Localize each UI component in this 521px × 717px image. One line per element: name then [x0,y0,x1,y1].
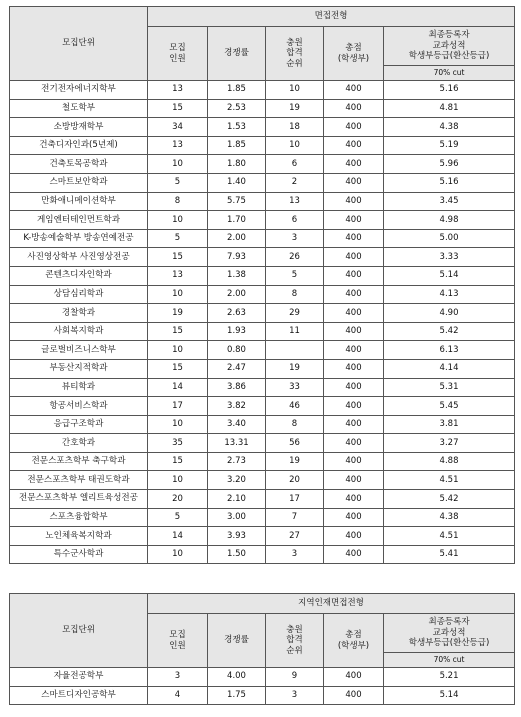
unit-cell: 간호학과 [10,434,148,453]
rank-cell: 19 [266,99,324,118]
header-rank: 충원 합격 순위 [266,614,324,668]
table-row [10,81,515,100]
total-cell: 400 [324,527,384,546]
admission-table-regional [9,593,515,705]
unit-cell: 글로벌비즈니스학부 [10,341,148,360]
header-final-grade: 최종등록자 교과성적 학생부등급(환산등급) [384,614,515,653]
total-cell: 400 [324,668,384,687]
table-row [10,285,515,304]
competition-cell: 13.31 [208,434,266,453]
total-cell: 400 [324,322,384,341]
rank-cell: 5 [266,266,324,285]
recruit-cell: 35 [148,434,208,453]
unit-cell: 스마트보안학과 [10,173,148,192]
unit-cell: 게임엔터테인먼트학과 [10,211,148,230]
total-cell: 400 [324,508,384,527]
table-row [10,341,515,360]
recruit-cell: 15 [148,248,208,267]
competition-cell: 1.93 [208,322,266,341]
unit-cell: 응급구조학과 [10,415,148,434]
header-cut: 70% cut [384,66,515,81]
recruit-cell: 15 [148,452,208,471]
table-row [10,508,515,527]
unit-cell: 전문스포츠학부 태권도학과 [10,471,148,490]
competition-cell: 1.40 [208,173,266,192]
competition-cell: 1.70 [208,211,266,230]
rank-cell: 56 [266,434,324,453]
grade-cell: 4.38 [384,508,515,527]
recruit-cell: 3 [148,668,208,687]
grade-cell: 5.42 [384,490,515,509]
rank-cell: 9 [266,668,324,687]
unit-cell: 사회복지학과 [10,322,148,341]
total-cell: 400 [324,686,384,705]
table-row [10,173,515,192]
recruit-cell: 10 [148,155,208,174]
total-cell: 400 [324,452,384,471]
rank-cell: 8 [266,415,324,434]
grade-cell: 5.14 [384,266,515,285]
grade-cell: 5.16 [384,173,515,192]
unit-cell: 전문스포츠학부 엘리트육성전공 [10,490,148,509]
grade-cell: 4.98 [384,211,515,230]
recruit-cell: 13 [148,266,208,285]
rank-cell: 26 [266,248,324,267]
rank-cell: 46 [266,397,324,416]
rank-cell: 20 [266,471,324,490]
competition-cell: 3.93 [208,527,266,546]
recruit-cell: 5 [148,229,208,248]
header-unit: 모집단위 [10,594,148,668]
total-cell: 400 [324,136,384,155]
rank-cell [266,341,324,360]
grade-cell: 5.96 [384,155,515,174]
recruit-cell: 15 [148,99,208,118]
recruit-cell: 13 [148,81,208,100]
competition-cell: 0.80 [208,341,266,360]
competition-cell: 5.75 [208,192,266,211]
table-row [10,211,515,230]
total-cell: 400 [324,490,384,509]
competition-cell: 1.53 [208,118,266,137]
grade-cell: 5.16 [384,81,515,100]
table-row [10,545,515,564]
rank-cell: 8 [266,285,324,304]
recruit-cell: 20 [148,490,208,509]
table-row [10,527,515,546]
grade-cell: 5.45 [384,397,515,416]
total-cell: 400 [324,304,384,323]
rank-cell: 33 [266,378,324,397]
recruit-cell: 15 [148,322,208,341]
recruit-cell: 10 [148,471,208,490]
header-group-title: 지역인재면접전형 [148,594,515,614]
rank-cell: 29 [266,304,324,323]
table-row [10,452,515,471]
rank-cell: 18 [266,118,324,137]
competition-cell: 2.47 [208,359,266,378]
total-cell: 400 [324,192,384,211]
header-unit: 모집단위 [10,7,148,81]
table-row [10,471,515,490]
competition-cell: 1.85 [208,81,266,100]
grade-cell: 5.00 [384,229,515,248]
table-row [10,118,515,137]
table-row [10,229,515,248]
total-cell: 400 [324,397,384,416]
rank-cell: 19 [266,452,324,471]
competition-cell: 1.50 [208,545,266,564]
competition-cell: 3.40 [208,415,266,434]
rank-cell: 19 [266,359,324,378]
recruit-cell: 15 [148,359,208,378]
competition-cell: 3.86 [208,378,266,397]
table-row [10,415,515,434]
total-cell: 400 [324,248,384,267]
rank-cell: 3 [266,545,324,564]
rank-cell: 27 [266,527,324,546]
grade-cell: 4.88 [384,452,515,471]
table-body [10,668,515,705]
unit-cell: 철도학부 [10,99,148,118]
total-cell: 400 [324,285,384,304]
unit-cell: 전기전자에너지학부 [10,81,148,100]
grade-cell: 5.21 [384,668,515,687]
grade-cell: 4.51 [384,471,515,490]
unit-cell: 상담심리학과 [10,285,148,304]
unit-cell: 건축토목공학과 [10,155,148,174]
unit-cell: 건축디자인과(5년제) [10,136,148,155]
unit-cell: 경찰학과 [10,304,148,323]
table-row [10,266,515,285]
grade-cell: 5.42 [384,322,515,341]
header-competition: 경쟁률 [208,27,266,81]
rank-cell: 6 [266,155,324,174]
unit-cell: K-방송예술학부 방송연예전공 [10,229,148,248]
total-cell: 400 [324,471,384,490]
total-cell: 400 [324,378,384,397]
competition-cell: 7.93 [208,248,266,267]
recruit-cell: 13 [148,136,208,155]
total-cell: 400 [324,545,384,564]
header-rank: 충원 합격 순위 [266,27,324,81]
competition-cell: 1.80 [208,155,266,174]
grade-cell: 4.90 [384,304,515,323]
table-row [10,668,515,687]
recruit-cell: 19 [148,304,208,323]
grade-cell: 4.51 [384,527,515,546]
unit-cell: 콘텐츠디자인학과 [10,266,148,285]
total-cell: 400 [324,341,384,360]
total-cell: 400 [324,211,384,230]
competition-cell: 4.00 [208,668,266,687]
unit-cell: 스마트디자인공학부 [10,686,148,705]
table-row [10,304,515,323]
total-cell: 400 [324,155,384,174]
unit-cell: 자율전공학부 [10,668,148,687]
unit-cell: 소방방재학부 [10,118,148,137]
grade-cell: 5.31 [384,378,515,397]
header-cut: 70% cut [384,653,515,668]
recruit-cell: 34 [148,118,208,137]
unit-cell: 항공서비스학과 [10,397,148,416]
recruit-cell: 8 [148,192,208,211]
table-row [10,434,515,453]
recruit-cell: 10 [148,341,208,360]
competition-cell: 2.73 [208,452,266,471]
rank-cell: 3 [266,229,324,248]
competition-cell: 3.00 [208,508,266,527]
rank-cell: 11 [266,322,324,341]
unit-cell: 사진영상학부 사진영상전공 [10,248,148,267]
grade-cell: 3.81 [384,415,515,434]
competition-cell: 2.00 [208,229,266,248]
competition-cell: 3.82 [208,397,266,416]
recruit-cell: 5 [148,173,208,192]
competition-cell: 3.20 [208,471,266,490]
header-recruit: 모집 인원 [148,614,208,668]
unit-cell: 뷰티학과 [10,378,148,397]
header-total: 총점 (학생부) [324,614,384,668]
competition-cell: 2.10 [208,490,266,509]
unit-cell: 만화애니메이션학부 [10,192,148,211]
table-row [10,378,515,397]
total-cell: 400 [324,99,384,118]
table-row [10,322,515,341]
table-row [10,192,515,211]
header-recruit: 모집 인원 [148,27,208,81]
grade-cell: 5.19 [384,136,515,155]
header-final-grade: 최종등록자 교과성적 학생부등급(환산등급) [384,27,515,66]
competition-cell: 1.75 [208,686,266,705]
total-cell: 400 [324,118,384,137]
header-group-title: 면접전형 [148,7,515,27]
recruit-cell: 5 [148,508,208,527]
total-cell: 400 [324,415,384,434]
table-row [10,155,515,174]
recruit-cell: 10 [148,415,208,434]
unit-cell: 스포츠융합학부 [10,508,148,527]
header-competition: 경쟁률 [208,614,266,668]
grade-cell: 3.45 [384,192,515,211]
competition-cell: 2.63 [208,304,266,323]
recruit-cell: 10 [148,211,208,230]
total-cell: 400 [324,229,384,248]
grade-cell: 3.33 [384,248,515,267]
recruit-cell: 10 [148,285,208,304]
grade-cell: 4.38 [384,118,515,137]
grade-cell: 6.13 [384,341,515,360]
table-row [10,686,515,705]
total-cell: 400 [324,81,384,100]
table-row [10,99,515,118]
table-row [10,490,515,509]
rank-cell: 6 [266,211,324,230]
table-row [10,248,515,267]
rank-cell: 17 [266,490,324,509]
rank-cell: 13 [266,192,324,211]
grade-cell: 4.13 [384,285,515,304]
recruit-cell: 4 [148,686,208,705]
competition-cell: 2.00 [208,285,266,304]
total-cell: 400 [324,173,384,192]
recruit-cell: 14 [148,378,208,397]
table-row [10,397,515,416]
total-cell: 400 [324,359,384,378]
rank-cell: 10 [266,136,324,155]
table-row [10,359,515,378]
recruit-cell: 10 [148,545,208,564]
grade-cell: 3.27 [384,434,515,453]
grade-cell: 5.41 [384,545,515,564]
recruit-cell: 14 [148,527,208,546]
header-total: 총점 (학생부) [324,27,384,81]
total-cell: 400 [324,266,384,285]
admission-table-interview [9,6,515,564]
table-body [10,81,515,564]
grade-cell: 4.81 [384,99,515,118]
recruit-cell: 17 [148,397,208,416]
rank-cell: 3 [266,686,324,705]
total-cell: 400 [324,434,384,453]
unit-cell: 특수군사학과 [10,545,148,564]
table-row [10,136,515,155]
rank-cell: 10 [266,81,324,100]
unit-cell: 전문스포츠학부 축구학과 [10,452,148,471]
grade-cell: 4.14 [384,359,515,378]
grade-cell: 5.14 [384,686,515,705]
rank-cell: 2 [266,173,324,192]
competition-cell: 2.53 [208,99,266,118]
rank-cell: 7 [266,508,324,527]
unit-cell: 부동산지적학과 [10,359,148,378]
competition-cell: 1.85 [208,136,266,155]
competition-cell: 1.38 [208,266,266,285]
unit-cell: 노인체육복지학과 [10,527,148,546]
